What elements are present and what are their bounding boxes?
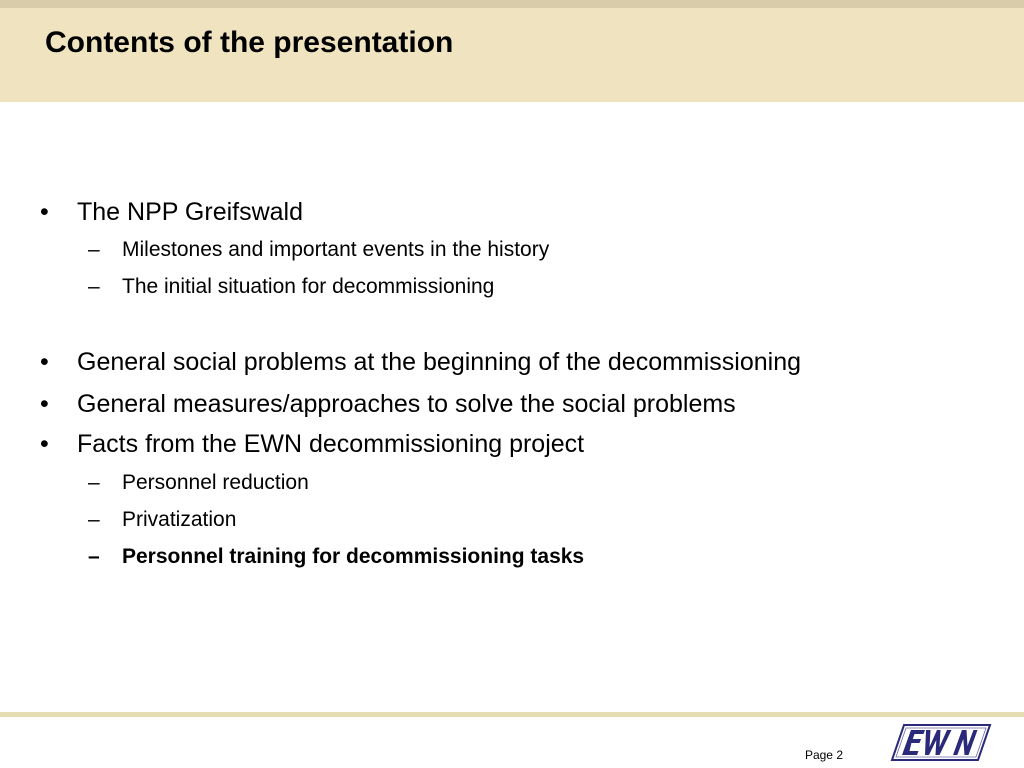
outline-subitem-text: Milestones and important events in the history [122,238,550,261]
header-band [0,8,1024,102]
outline-subitem-text: The initial situation for decommissioning [122,275,495,298]
slide-title: Contents of the presentation [45,26,454,59]
outline-item-text: General social problems at the beginning of the decommissioning [77,348,802,376]
dash-marker: – [88,275,100,298]
bullet-marker: • [40,198,49,226]
outline-item-text: General measures/approaches to solve the social problems [77,390,736,418]
bullet-marker: • [40,390,49,418]
bullet-marker: • [40,430,49,458]
dash-marker: – [88,238,100,261]
top-strip [0,0,1024,8]
page-number: Page 2 [804,748,843,762]
bullet-marker: • [40,348,49,376]
outline-subitem-text: Personnel training for decommissioning tasks [122,545,585,568]
dash-marker: – [88,545,100,568]
outline-item-text: The NPP Greifswald [77,198,304,226]
outline-subitem-text: Privatization [122,508,237,531]
ewn-logo [886,722,992,762]
dash-marker: – [88,508,100,531]
outline-item-text: Facts from the EWN decommissioning project [77,430,585,458]
dash-marker: – [88,471,100,494]
outline-subitem-text: Personnel reduction [122,471,309,494]
footer-divider [0,712,1024,717]
